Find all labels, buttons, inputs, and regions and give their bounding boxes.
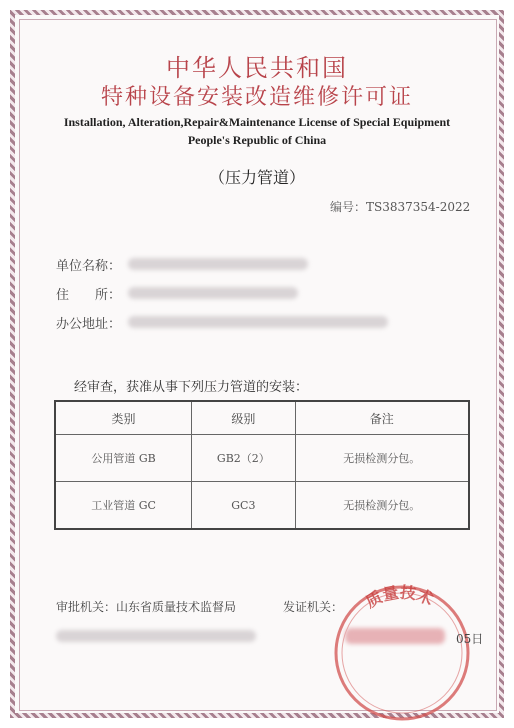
title-cn-line2: 特种设备安装改造维修许可证: [100, 85, 413, 110]
license-category: （压力管道）: [208, 168, 305, 187]
title-en-line2: People's Republic of China: [187, 133, 327, 147]
title-en-line1: Installation, Alteration,Repair&Maintenance License of Special Equipment: [63, 115, 451, 129]
table-row: [55, 435, 469, 482]
cell-category: 公用管道 GB: [55, 435, 192, 482]
issuing-authority-label: 发证机关：: [283, 600, 344, 614]
header-remarks: 备注: [295, 401, 469, 435]
office-address-redacted: [128, 316, 388, 328]
cell-remarks: 无损检测分包。: [295, 435, 469, 482]
approval-label: 审批机关：: [56, 600, 117, 614]
approval-org: 山东省质量技术监督局: [116, 600, 237, 614]
license-number: 编号：TS3837354-2022: [330, 200, 471, 214]
unit-name-redacted: [128, 258, 308, 270]
cell-level: GB2（2）: [192, 435, 296, 482]
approval-authority: [56, 598, 236, 615]
approval-intro: 经审查，获准从事下列压力管道的安装：: [74, 380, 309, 395]
issuer-date-redacted: [345, 628, 445, 644]
svg-text:质量技术: 质量技术: [362, 582, 437, 612]
header-category: 类别: [55, 401, 192, 435]
office-address-label: 办公地址：: [56, 317, 122, 332]
cell-remarks: 无损检测分包。: [295, 482, 469, 530]
scope-table: [54, 400, 470, 530]
validity-redacted: [56, 630, 256, 642]
address-redacted: [128, 287, 298, 299]
issue-date-day: 05日: [456, 632, 484, 646]
address-label: 住 所：: [56, 288, 122, 303]
cell-level: GC3: [192, 482, 296, 530]
unit-name-label: 单位名称：: [56, 259, 122, 274]
header-level: 级别: [192, 401, 296, 435]
title-cn-line1: 中华人民共和国: [166, 54, 348, 82]
official-seal: [327, 573, 477, 723]
table-row: [55, 482, 469, 530]
cell-category: 工业管道 GC: [55, 482, 192, 530]
